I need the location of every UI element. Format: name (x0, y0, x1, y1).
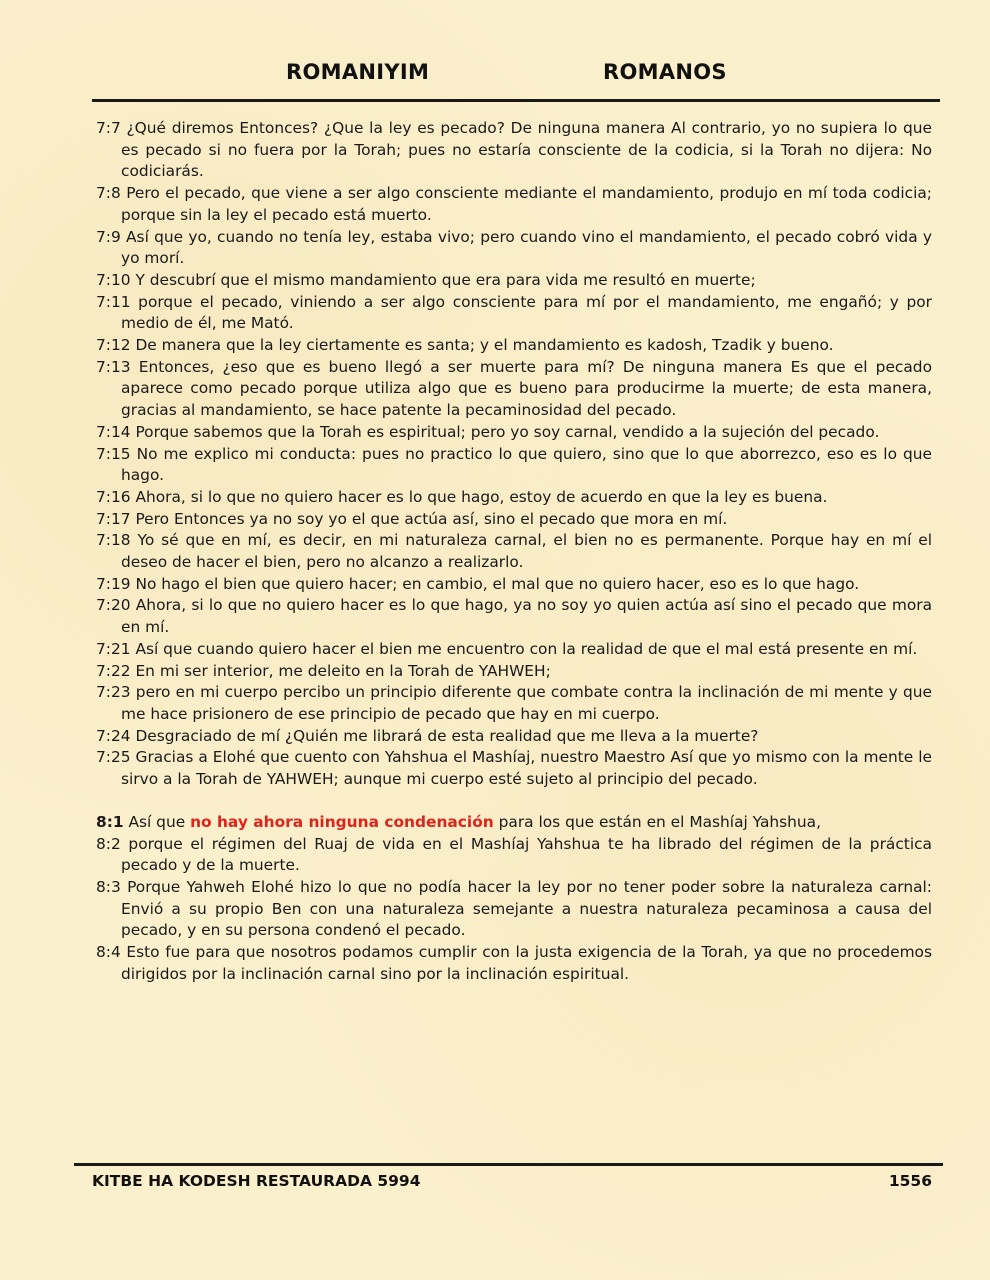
verse-7-19: 7:19 No hago el bien que quiero hacer; en cambio, el mal que no quiero hacer, eso es lo que hago. (96, 574, 860, 593)
verse-8-2: 8:2 porque el régimen del Ruaj de vida en el Mashíaj Yahshua te ha librado del régimen de la práctica pecado y de la muerte. (96, 834, 932, 875)
header-right-title: ROMANOS (603, 60, 727, 84)
footer-rule (74, 1163, 943, 1166)
page-body (96, 118, 932, 985)
verse-7-23: 7:23 pero en mi cuerpo percibo un principio diferente que combate contra la inclinación de mi mente y que me hace prisionero de ese principio de pecado que hay en mi cuerpo. (96, 683, 932, 723)
verse-7-15: 7:15 No me explico mi conducta: pues no practico lo que quiero, sino que lo que aborrezco, eso es lo que hago. (96, 444, 932, 485)
verse-8-1 (96, 812, 932, 834)
footer-title: KITBE HA KODESH RESTAURADA 5994 (92, 1172, 421, 1190)
verse-7-10: 7:10 Y descubrí que el mismo mandamiento que era para vida me resultó en muerte; (96, 270, 756, 289)
verse-8-3: 8:3 Porque Yahweh Elohé hizo lo que no podía hacer la ley por no tener poder sobre la naturaleza carnal: Envió a su propio Ben con una naturaleza semejante a nuestra naturaleza pecaminosa a causa del pecado, y en su persona condenó el pecado. (96, 877, 932, 940)
verse-8-1-after: para los que están en el Mashíaj Yahshua, (493, 812, 821, 831)
verse-7-21: 7:21 Así que cuando quiero hacer el bien me encuentro con la realidad de que el mal está presente en mí. (96, 639, 918, 658)
verse-7-12: 7:12 De manera que la ley ciertamente es santa; y el mandamiento es kadosh, Tzadik y bueno. (96, 336, 834, 355)
verse-8-1-highlight: no hay ahora ninguna condenación (190, 812, 494, 831)
chapter-gap (96, 791, 932, 812)
verse-7-7: 7:7 ¿Qué diremos Entonces? ¿Que la ley es pecado? De ninguna manera Al contrario, yo no supiera lo que es pecado si no fuera por la Torah; pues no estaría consciente de la codicia, si la Torah no dijera: No codiciarás. (96, 119, 932, 181)
chapter-8-number: 8:1 (96, 812, 124, 831)
verse-7-18: 7:18 Yo sé que en mí, es decir, en mi naturaleza carnal, el bien no es permanente. Porque hay en mí el deseo de hacer el bien, pero no alcanzo a realizarlo. (96, 531, 932, 572)
verse-7-9: 7:9 Así que yo, cuando no tenía ley, estaba vivo; pero cuando vino el mandamiento, el pecado cobró vida y yo morí. (96, 227, 932, 268)
page-number: 1556 (888, 1172, 932, 1190)
verse-7-13: 7:13 Entonces, ¿eso que es bueno llegó a ser muerte para mí? De ninguna manera Es que el pecado aparece como pecado porque utiliza algo que es bueno para producirme la muerte; de esta manera, gracias al mandamiento, se hace patente la pecaminosidad del pecado. (96, 357, 932, 420)
verse-7-20: 7:20 Ahora, si lo que no quiero hacer es lo que hago, ya no soy yo quien actúa así sino el pecado que mora en mí. (96, 596, 932, 637)
verse-7-17: 7:17 Pero Entonces ya no soy yo el que actúa así, sino el pecado que mora en mí. (96, 509, 728, 528)
verse-7-25: 7:25 Gracias a Elohé que cuento con Yahshua el Mashíaj, nuestro Maestro Así que yo mismo con la mente le sirvo a la Torah de YAHWEH; aunque mi cuerpo esté sujeto al principio del pecado. (96, 748, 932, 789)
verse-7-24: 7:24 Desgraciado de mí ¿Quién me librará de esta realidad que me lleva a la muerte? (96, 726, 759, 745)
verse-8-1-before: Así que (123, 812, 191, 831)
verse-7-22: 7:22 En mi ser interior, me deleito en la Torah de YAHWEH; (96, 661, 551, 680)
header-left-title: ROMANIYIM (286, 60, 430, 84)
header-rule (92, 99, 940, 102)
verse-8-4: 8:4 Esto fue para que nosotros podamos cumplir con la justa exigencia de la Torah, ya que no procedemos dirigidos por la inclinación carnal sino por la inclinación espiritual. (96, 943, 932, 983)
verse-7-14: 7:14 Porque sabemos que la Torah es espiritual; pero yo soy carnal, vendido a la sujeción del pecado. (96, 422, 880, 441)
verse-7-16: 7:16 Ahora, si lo que no quiero hacer es lo que hago, estoy de acuerdo en que la ley es buena. (96, 487, 828, 506)
verse-7-11: 7:11 porque el pecado, viniendo a ser algo consciente para mí por el mandamiento, me engañó; y por medio de él, me Mató. (96, 292, 932, 333)
verse-7-8: 7:8 Pero el pecado, que viene a ser algo consciente mediante el mandamiento, produjo en mí toda codicia; porque sin la ley el pecado está muerto. (96, 184, 932, 224)
